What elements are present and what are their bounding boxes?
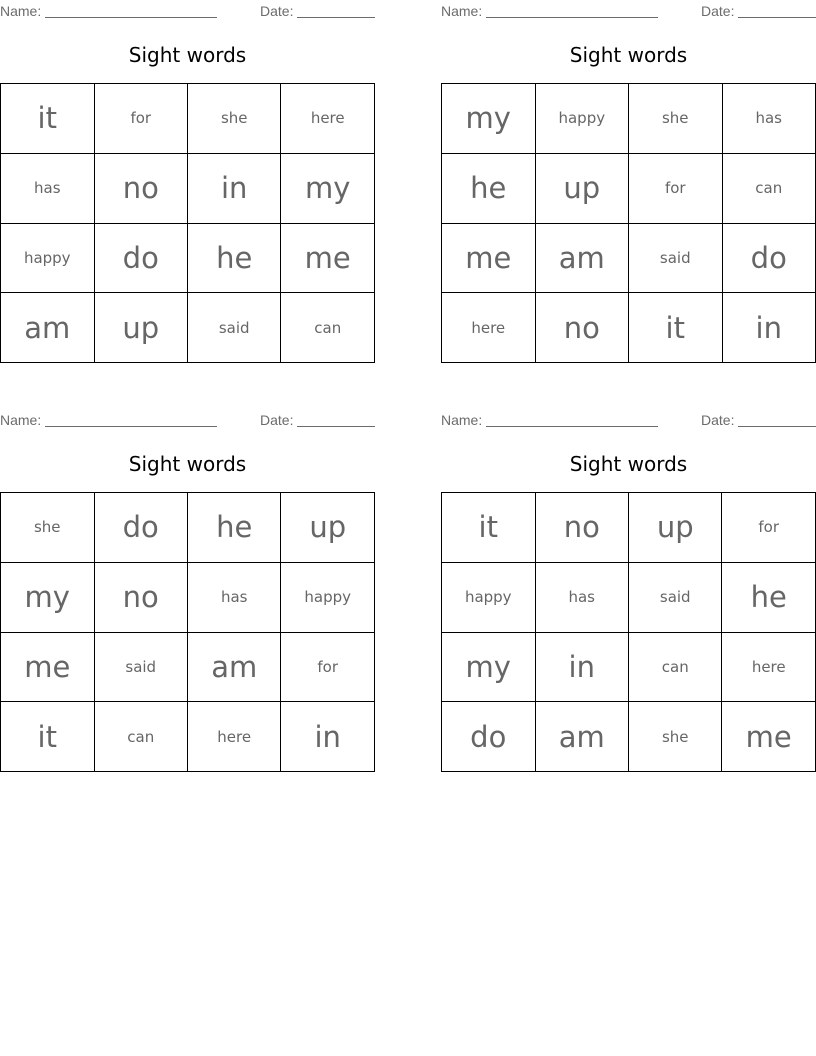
bingo-card	[441, 0, 816, 364]
card-title: Sight words	[569, 43, 688, 67]
word-cell: can	[722, 153, 816, 223]
word-cell: said	[94, 632, 187, 702]
word-cell: it	[1, 84, 95, 154]
word-cell: for	[94, 84, 187, 154]
bingo-card	[0, 0, 375, 364]
grid-row	[1, 153, 375, 223]
word-cell: can	[94, 702, 187, 772]
word-cell: my	[1, 562, 95, 632]
word-cell: happy	[1, 223, 95, 293]
grid-row	[442, 493, 816, 563]
word-cell: in	[281, 702, 375, 772]
word-cell: here	[442, 293, 536, 363]
word-grid	[0, 492, 375, 772]
word-cell: he	[442, 153, 536, 223]
date-blank-line	[297, 426, 375, 427]
date-label: Date:	[260, 3, 294, 19]
date-label: Date:	[701, 3, 735, 19]
word-cell: am	[535, 702, 629, 772]
date-blank-line	[297, 17, 375, 18]
word-cell: here	[722, 632, 816, 702]
word-cell: no	[535, 293, 629, 363]
word-cell: am	[187, 632, 281, 702]
word-cell: here	[187, 702, 281, 772]
date-blank-line	[738, 17, 816, 18]
grid-row	[442, 223, 816, 293]
grid-row	[1, 293, 375, 363]
word-cell: for	[281, 632, 375, 702]
word-cell: she	[1, 493, 95, 563]
name-blank-line	[45, 17, 217, 18]
word-cell: can	[281, 293, 375, 363]
word-cell: for	[629, 153, 722, 223]
name-label: Name:	[0, 3, 42, 19]
word-cell: has	[722, 84, 816, 154]
name-date-header	[441, 2, 816, 20]
word-cell: he	[187, 223, 280, 293]
name-blank-line	[486, 17, 658, 18]
word-cell: it	[1, 702, 95, 772]
grid-row	[442, 562, 816, 632]
word-cell: up	[281, 493, 375, 563]
word-cell: happy	[281, 562, 375, 632]
name-label: Name:	[441, 3, 483, 19]
word-cell: me	[1, 632, 95, 702]
date-label: Date:	[260, 412, 294, 428]
word-cell: up	[535, 153, 629, 223]
word-cell: no	[94, 153, 187, 223]
word-cell: in	[722, 293, 816, 363]
grid-row	[1, 223, 375, 293]
word-cell: said	[629, 223, 722, 293]
word-cell: in	[187, 153, 280, 223]
word-cell: up	[629, 493, 722, 563]
word-cell: my	[442, 632, 536, 702]
word-grid	[0, 83, 375, 363]
word-grid	[441, 83, 816, 363]
word-cell: no	[94, 562, 187, 632]
name-date-header	[441, 411, 816, 429]
grid-row	[442, 702, 816, 772]
word-cell: me	[722, 702, 816, 772]
name-label: Name:	[0, 412, 42, 428]
word-cell: here	[281, 84, 375, 154]
date-label: Date:	[701, 412, 735, 428]
bingo-card	[441, 409, 816, 773]
word-cell: in	[535, 632, 629, 702]
name-blank-line	[45, 426, 217, 427]
card-title: Sight words	[128, 452, 247, 476]
name-date-header	[0, 2, 375, 20]
card-title: Sight words	[569, 452, 688, 476]
word-cell: can	[629, 632, 722, 702]
grid-row	[1, 84, 375, 154]
word-cell: has	[535, 562, 629, 632]
word-cell: she	[187, 84, 280, 154]
word-cell: has	[1, 153, 95, 223]
bingo-card	[0, 409, 375, 773]
name-blank-line	[486, 426, 658, 427]
word-cell: am	[535, 223, 629, 293]
word-cell: happy	[442, 562, 536, 632]
grid-row	[442, 293, 816, 363]
word-cell: said	[629, 562, 722, 632]
word-cell: said	[187, 293, 280, 363]
word-cell: am	[1, 293, 95, 363]
grid-row	[1, 702, 375, 772]
name-date-header	[0, 411, 375, 429]
grid-row	[1, 493, 375, 563]
word-cell: it	[629, 293, 722, 363]
grid-row	[1, 632, 375, 702]
word-cell: do	[442, 702, 536, 772]
grid-row	[442, 153, 816, 223]
word-cell: my	[281, 153, 375, 223]
word-cell: up	[94, 293, 187, 363]
grid-row	[442, 84, 816, 154]
word-cell: do	[94, 223, 187, 293]
word-cell: he	[722, 562, 816, 632]
card-title: Sight words	[128, 43, 247, 67]
word-cell: happy	[535, 84, 629, 154]
word-grid	[441, 492, 816, 772]
grid-row	[1, 562, 375, 632]
word-cell: for	[722, 493, 816, 563]
word-cell: do	[94, 493, 187, 563]
word-cell: has	[187, 562, 281, 632]
word-cell: me	[442, 223, 536, 293]
name-label: Name:	[441, 412, 483, 428]
word-cell: she	[629, 84, 722, 154]
word-cell: no	[535, 493, 629, 563]
word-cell: me	[281, 223, 375, 293]
word-cell: my	[442, 84, 536, 154]
word-cell: he	[187, 493, 281, 563]
word-cell: do	[722, 223, 816, 293]
date-blank-line	[738, 426, 816, 427]
word-cell: she	[629, 702, 722, 772]
word-cell: it	[442, 493, 536, 563]
grid-row	[442, 632, 816, 702]
